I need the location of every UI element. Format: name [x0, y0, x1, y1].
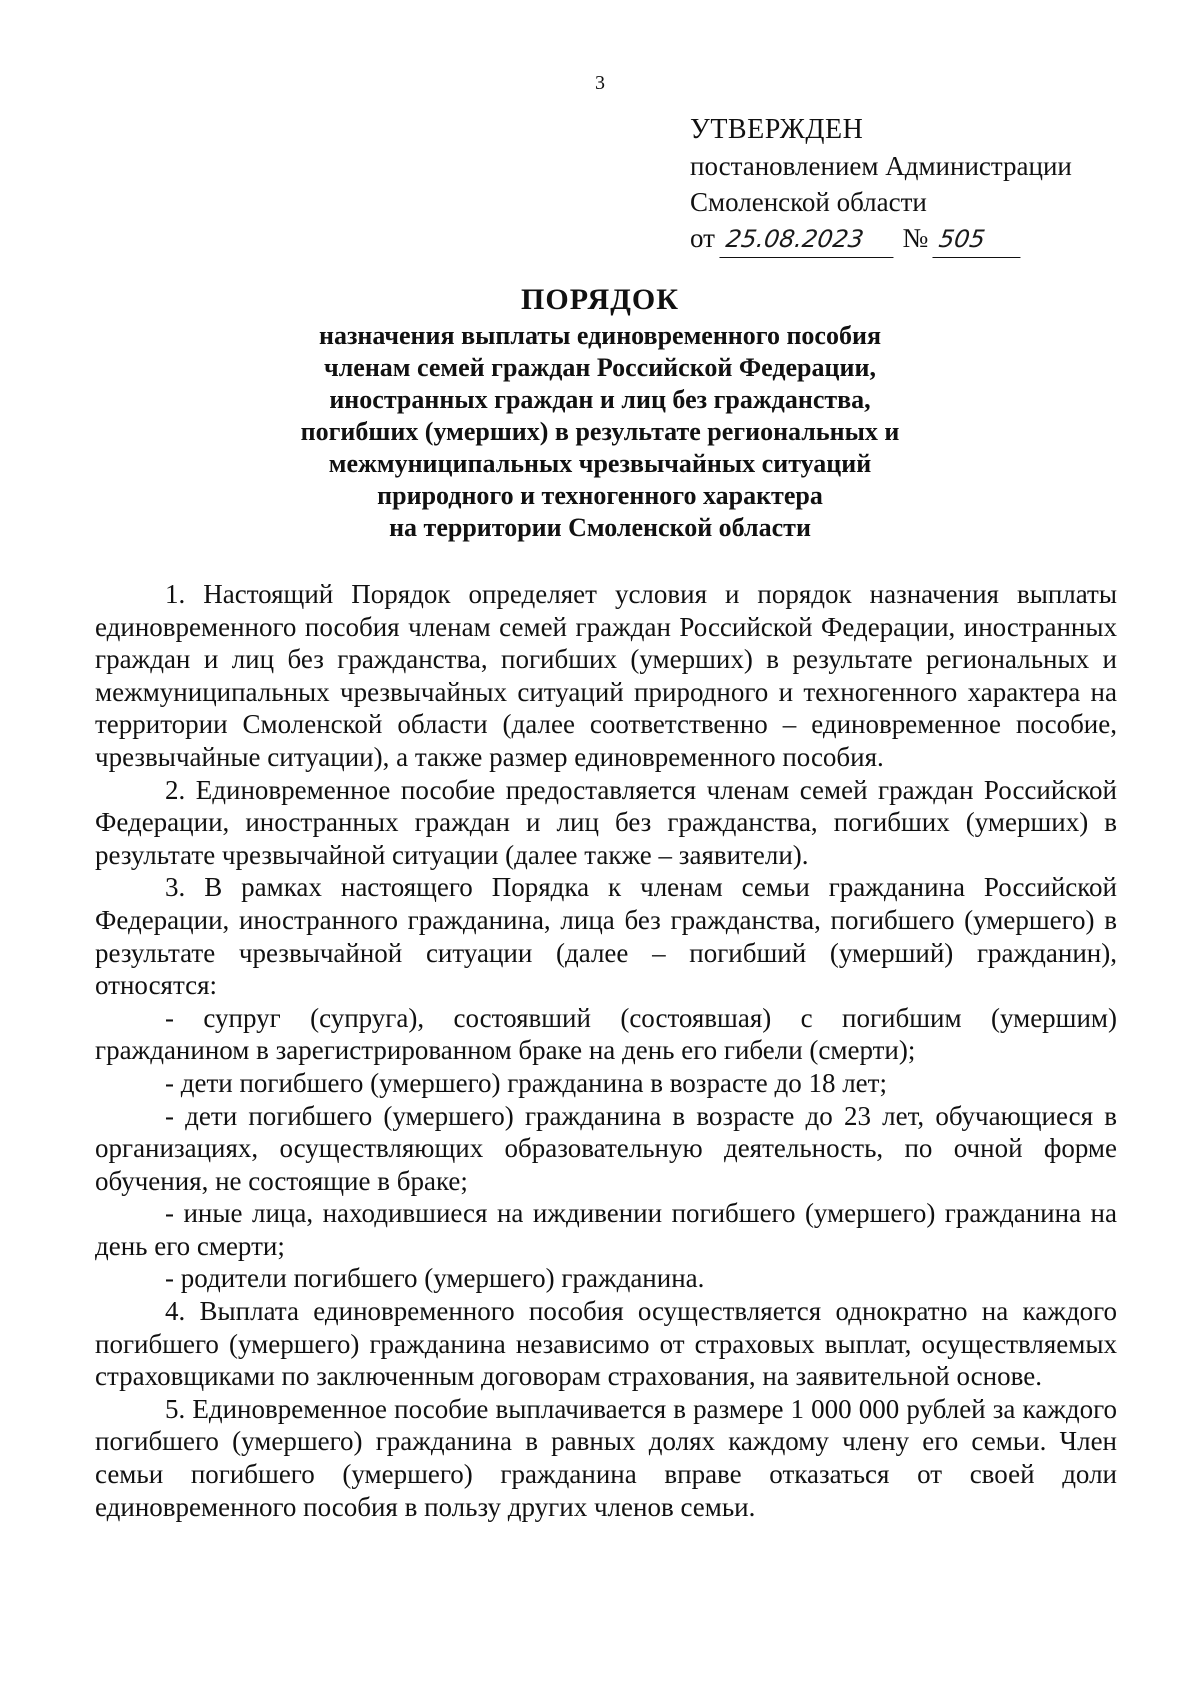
document-title — [0, 280, 1200, 544]
number-prefix: № — [902, 223, 929, 253]
title-subline: межмуниципальных чрезвычайных ситуаций — [328, 449, 872, 478]
handwritten-date: 25.08.2023 — [719, 221, 898, 258]
title-subline: природного и техногенного характера — [377, 481, 823, 510]
title-main: ПОРЯДОК — [521, 283, 679, 316]
list-item: - родители погибшего (умершего) гражданина. — [165, 1263, 705, 1294]
paragraph-4: 4. Выплата единовременного пособия осуществляется однократно на каждого погибшего (умершего) гражданина независимо от страховых выплат, осуществляемых страховщиками по заключенным договорам страхования, на заявительной основе. — [95, 1296, 1117, 1392]
title-subline: погибших (умерших) в результате региональных и — [300, 417, 900, 446]
handwritten-number: 505 — [932, 221, 1025, 258]
document-body — [95, 578, 1117, 1523]
title-subline: иностранных граждан и лиц без гражданства, — [329, 385, 871, 414]
approval-line-1: постановлением Администрации — [690, 151, 1072, 181]
page-number: 3 — [595, 72, 605, 94]
list-item: - иные лица, находившиеся на иждивении погибшего (умершего) гражданина на день его смерти; — [95, 1198, 1117, 1261]
title-subline: назначения выплаты единовременного пособия — [318, 321, 882, 350]
paragraph-2: 2. Единовременное пособие предоставляется членам семей граждан Российской Федерации, иностранных граждан и лиц без гражданства, погибших (умерших) в результате чрезвычайной ситуации (далее также – заявители). — [95, 774, 1117, 870]
title-subline: на территории Смоленской области — [389, 513, 811, 542]
approval-block — [690, 112, 1072, 258]
list-item: - дети погибшего (умершего) гражданина в возрасте до 23 лет, обучающиеся в организациях, осуществляющих образовательную деятельность, по очной форме обучения, не состоящие в браке; — [95, 1100, 1117, 1196]
approval-line-2: Смоленской области — [690, 187, 927, 217]
approval-heading: УТВЕРЖДЕН — [690, 114, 864, 145]
paragraph-5: 5. Единовременное пособие выплачивается в размере 1 000 000 рублей за каждого погибшего (умершего) гражданина в равных долях каждому члену его семьи. Член семьи погибшего (умершего) гражданина вправе отказаться от своей доли единовременного пособия в пользу других членов семьи. — [95, 1393, 1117, 1522]
list-item: - дети погибшего (умершего) гражданина в возрасте до 18 лет; — [165, 1067, 887, 1098]
paragraph-1: 1. Настоящий Порядок определяет условия и порядок назначения выплаты единовременного пособия членам семей граждан Российской Федерации, иностранных граждан и лиц без гражданства, погибших (умерших) в результате региональных и межмуниципальных чрезвычайных ситуаций природного и техногенного характера на территории Смоленской области (далее соответственно – единовременное пособие, чрезвычайные ситуации), а также размер единовременного пособия. — [95, 579, 1117, 772]
date-prefix: от — [690, 223, 715, 253]
list-item: - супруг (супруга), состоявший (состоявшая) с погибшим (умершим) гражданином в зарегистрированном браке на день его гибели (смерти); — [95, 1002, 1117, 1066]
paragraph-3: 3. В рамках настоящего Порядка к членам семьи гражданина Российской Федерации, иностранного гражданина, лица без гражданства, погибшего (умершего) в результате чрезвычайной ситуации (далее – погибший (умерший) гражданин), относятся: — [95, 872, 1117, 1001]
title-subline: членам семей граждан Российской Федерации, — [324, 353, 876, 382]
approval-date-number-row — [690, 220, 1072, 258]
